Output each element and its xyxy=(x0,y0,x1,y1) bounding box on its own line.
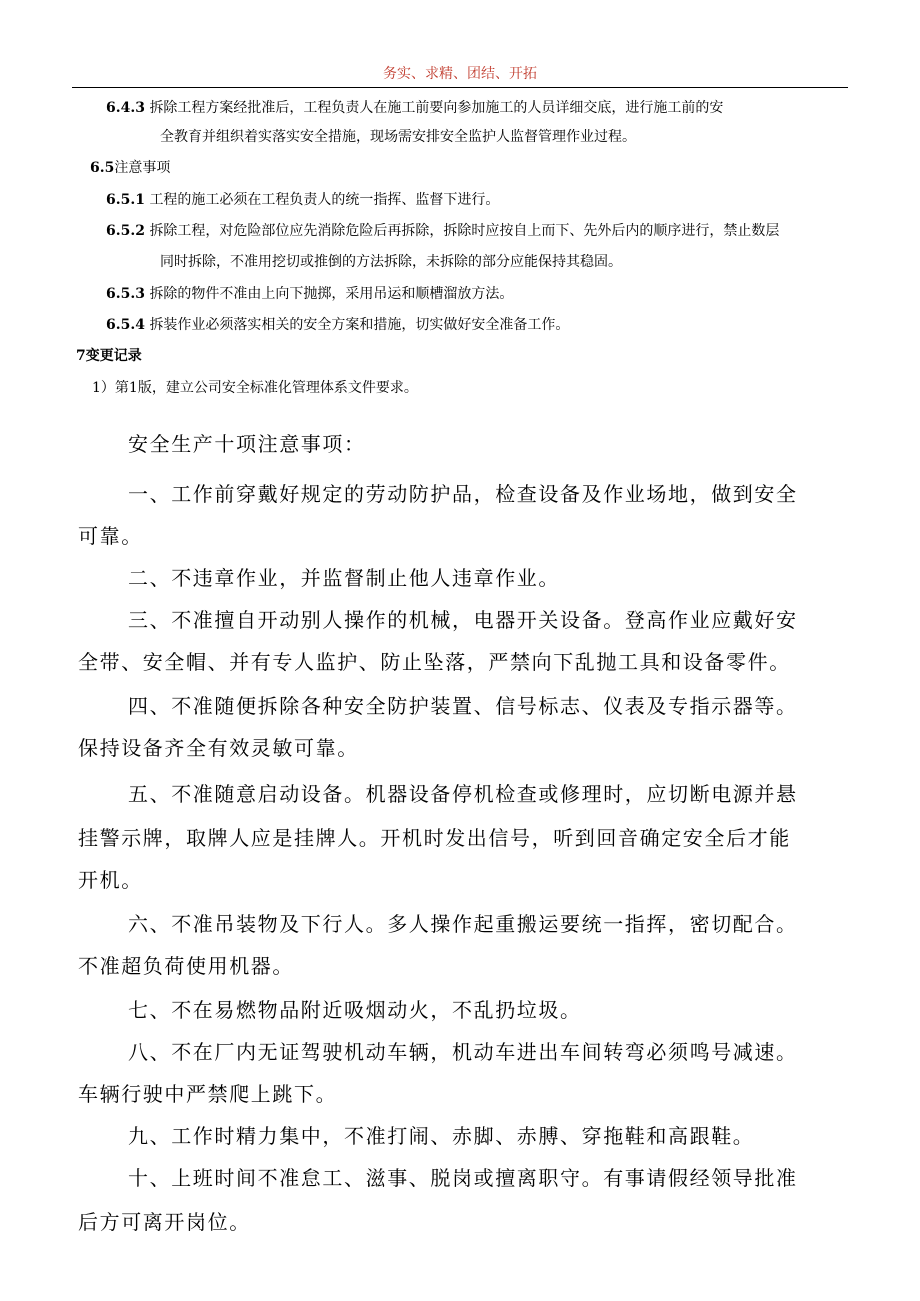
rule-line: 三、不准擅自开动别人操作的机械，电器开关设备。登高作业应戴好安 xyxy=(128,608,798,632)
clause-number: 6.4.3 xyxy=(106,100,145,116)
clause-6-5-2-line-1 xyxy=(106,221,779,241)
heading-number: 6.5 xyxy=(90,160,115,176)
rule-line: 五、不准随意启动设备。机器设备停机检查或修理时，应切断电源并悬 xyxy=(128,782,798,806)
clause-6-5-3 xyxy=(106,284,513,304)
section-7-heading: 7变更记录 xyxy=(76,348,142,364)
clause-6-5-2-line-2: 同时拆除，不准用挖切或推倒的方法拆除，未拆除的部分应能保持其稳固。 xyxy=(160,254,622,270)
rule-line: 八、不在厂内无证驾驶机动车辆，机动车进出车间转弯必须鸣号减速。 xyxy=(128,1040,798,1064)
rules-title: 安全生产十项注意事项： xyxy=(128,432,366,456)
rule-line: 二、不违章作业，并监督制止他人违章作业。 xyxy=(128,566,560,590)
heading-6-5 xyxy=(90,158,170,178)
clause-text: 拆除工程，对危险部位应先消除危险后再拆除，拆除时应按自上而下、先外后内的顺序进行，禁止数层 xyxy=(149,223,780,239)
header-divider xyxy=(72,87,848,88)
rule-line: 不准超负荷使用机器。 xyxy=(78,954,294,978)
rule-line: 九、工作时精力集中，不准打闹、赤脚、赤膊、穿拖鞋和高跟鞋。 xyxy=(128,1124,755,1148)
clause-number: 6.5.1 xyxy=(106,192,145,208)
clause-6-5-4 xyxy=(106,315,569,335)
clause-6-5-1 xyxy=(106,190,499,210)
rule-line: 全带、安全帽、并有专人监护、防止坠落，严禁向下乱抛工具和设备零件。 xyxy=(78,650,791,674)
clause-number: 6.5.2 xyxy=(106,223,145,239)
rule-line: 保持设备齐全有效灵敏可靠。 xyxy=(78,736,359,760)
clause-text: 拆除工程方案经批准后，工程负责人在施工前要向参加施工的人员详细交底，进行施工前的安 xyxy=(149,100,724,116)
change-record-1: 1）第1版，建立公司安全标准化管理体系文件要求。 xyxy=(92,380,418,396)
rule-line: 十、上班时间不准怠工、滋事、脱岗或擅离职守。有事请假经领导批准 xyxy=(128,1166,798,1190)
clause-number: 6.5.4 xyxy=(106,317,145,333)
clause-6-4-3-line-1 xyxy=(106,98,723,118)
rule-line: 车辆行驶中严禁爬上跳下。 xyxy=(78,1082,338,1106)
rule-line: 挂警示牌，取牌人应是挂牌人。开机时发出信号，听到回音确定安全后才能 xyxy=(78,826,791,850)
clause-text: 拆除的物件不准由上向下抛掷，采用吊运和顺槽溜放方法。 xyxy=(149,286,514,302)
rule-line: 六、不准吊装物及下行人。多人操作起重搬运要统一指挥，密切配合。 xyxy=(128,912,798,936)
rule-line: 一、工作前穿戴好规定的劳动防护品，检查设备及作业场地，做到安全 xyxy=(128,482,798,506)
clause-6-4-3-line-2: 全教育并组织着实落实安全措施，现场需安排安全监护人监督管理作业过程。 xyxy=(160,129,636,145)
rule-line: 后方可离开岗位。 xyxy=(78,1210,251,1234)
header-motto: 务实、求精、团结、开拓 xyxy=(383,66,537,82)
rule-line: 可靠。 xyxy=(78,524,143,548)
rule-line: 七、不在易燃物品附近吸烟动火，不乱扔垃圾。 xyxy=(128,998,582,1022)
clause-text: 拆装作业必须落实相关的安全方案和措施，切实做好安全准备工作。 xyxy=(149,317,570,333)
rule-line: 开机。 xyxy=(78,868,143,892)
rule-line: 四、不准随便拆除各种安全防护装置、信号标志、仪表及专指示器等。 xyxy=(128,694,798,718)
clause-number: 6.5.3 xyxy=(106,286,145,302)
heading-title: 注意事项 xyxy=(114,160,171,176)
clause-text: 工程的施工必须在工程负责人的统一指挥、监督下进行。 xyxy=(149,192,500,208)
